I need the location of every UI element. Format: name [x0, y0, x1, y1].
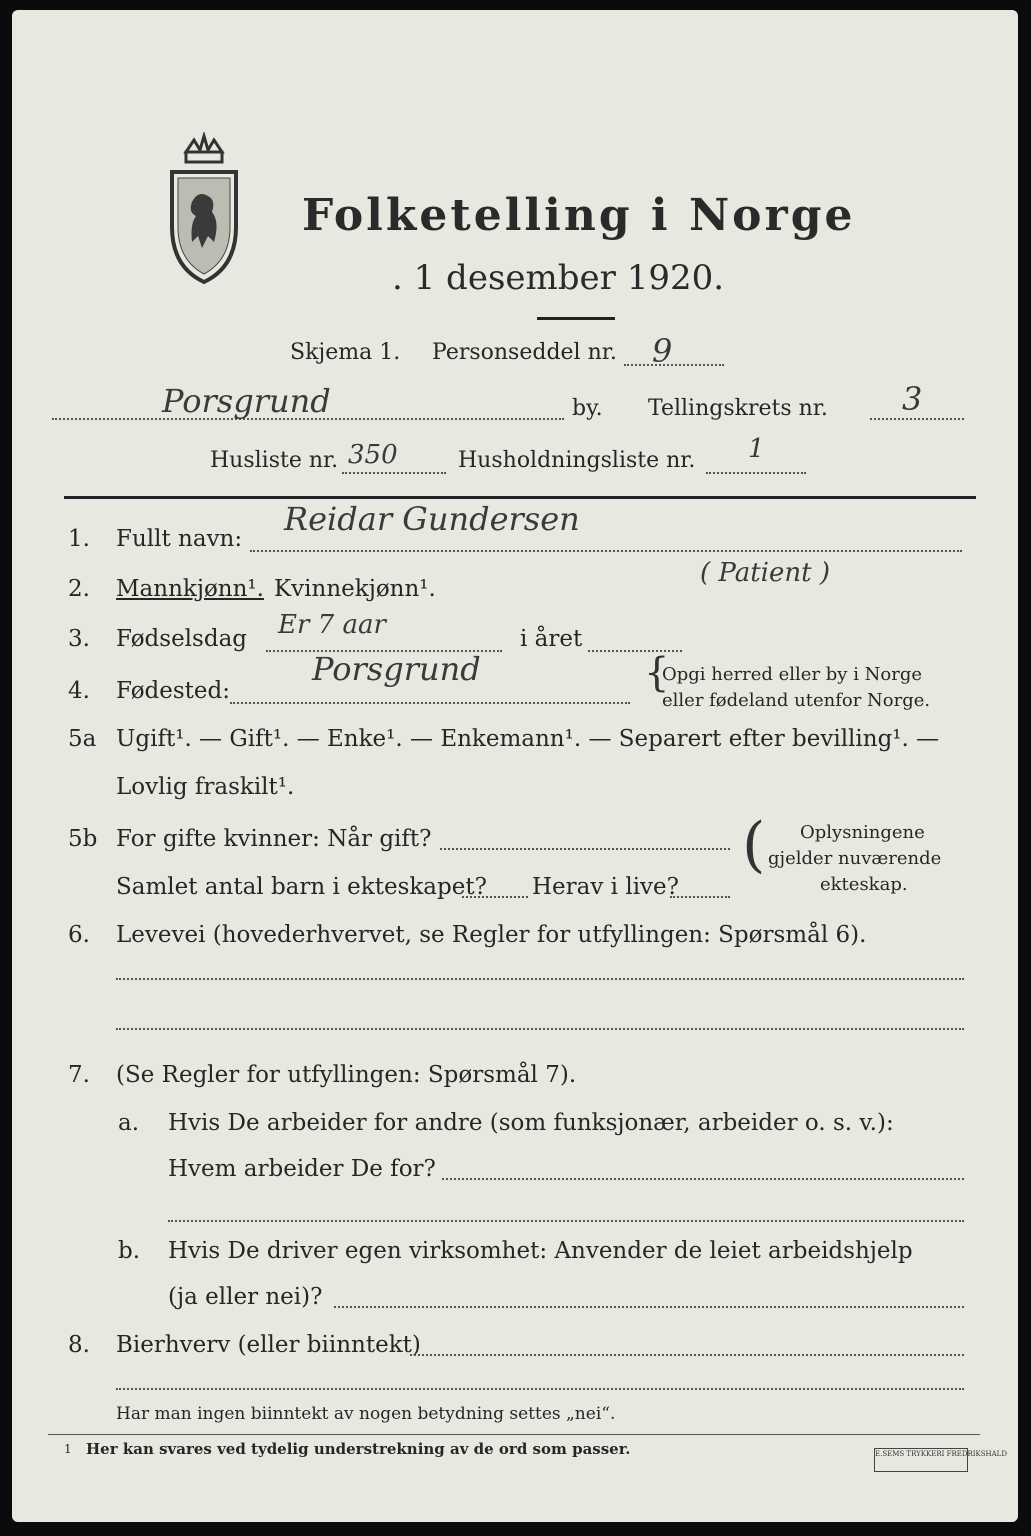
q7b-number: b. — [118, 1238, 141, 1264]
employer-line1[interactable] — [442, 1178, 964, 1180]
q3-number: 3. — [68, 626, 90, 652]
personseddel-line — [624, 364, 724, 366]
q6-label: Levevei (hovederhvervet, se Regler for utfyllingen: Spørsmål 6). — [116, 922, 867, 948]
q2-note: ( Patient ) — [700, 558, 830, 588]
q5b-side-line2: gjelder nuværende — [768, 848, 942, 869]
printer-stamp: E.SEMS TRYKKERI FREDRIKSHALD — [874, 1448, 968, 1472]
birthplace-value[interactable]: Porsgrund — [312, 650, 481, 688]
husliste-label: Husliste nr. — [210, 448, 339, 473]
norway-coat-of-arms-icon — [164, 132, 244, 287]
divider — [537, 317, 615, 320]
q4-label: Fødested: — [116, 678, 231, 704]
q1-line — [250, 550, 962, 552]
q3-label: Fødselsdag — [116, 626, 248, 652]
q5a-number: 5a — [68, 726, 97, 752]
q1-number: 1. — [68, 526, 90, 552]
q5b-alive-label: Herav i live? — [532, 874, 679, 900]
children-alive-line[interactable] — [670, 896, 730, 898]
q1-label: Fullt navn: — [116, 526, 243, 552]
census-date: . 1 desember 1920. — [392, 258, 725, 298]
divorced-option[interactable]: Lovlig fraskilt¹. — [116, 774, 295, 800]
q5b-side-line1: Oplysningene — [800, 822, 925, 843]
by-label: by. — [572, 396, 603, 421]
q4-side-line1: Opgi herred eller by i Norge — [662, 664, 923, 685]
q5b-children-label: Samlet antal barn i ekteskapet? — [116, 874, 487, 900]
marital-status-options[interactable]: Ugift¹. — Gift¹. — Enke¹. — Enkemann¹. — Separert efter bevilling¹. — — [116, 726, 940, 752]
q7-label: (Se Regler for utfyllingen: Spørsmål 7). — [116, 1062, 577, 1088]
q2-number: 2. — [68, 576, 90, 602]
personseddel-value[interactable]: 9 — [652, 332, 673, 370]
q8-label: Bierhverv (eller biinntekt) — [116, 1332, 421, 1358]
when-married-line[interactable] — [440, 848, 730, 850]
q5b-side-line3: ekteskap. — [820, 874, 908, 895]
form-title: Folketelling i Norge — [302, 190, 856, 241]
q5b-line1: For gifte kvinner: Når gift? — [116, 826, 432, 852]
footnote-rule — [48, 1434, 980, 1435]
husholdning-label: Husholdningsliste nr. — [458, 448, 696, 473]
q4-line — [230, 702, 630, 704]
female-option[interactable]: Kvinnekjønn¹. — [274, 576, 436, 602]
section-rule — [64, 496, 976, 499]
hired-help-line[interactable] — [334, 1306, 964, 1308]
husliste-line — [342, 472, 446, 474]
q7a-line2: Hvem arbeider De for? — [168, 1156, 436, 1182]
tellingskrets-value[interactable]: 3 — [902, 380, 923, 418]
q8-note: Har man ingen biinntekt av nogen betydning settes „nei“. — [116, 1404, 616, 1424]
q7a-number: a. — [118, 1110, 140, 1136]
occupation-line1[interactable] — [116, 978, 964, 980]
husholdning-line — [706, 472, 806, 474]
footnote-mark: 1 — [64, 1442, 72, 1456]
q4-brace: { — [644, 650, 670, 696]
children-count-line[interactable] — [462, 896, 528, 898]
full-name-value[interactable]: Reidar Gundersen — [284, 500, 580, 538]
employer-line2[interactable] — [168, 1220, 964, 1222]
q6-number: 6. — [68, 922, 90, 948]
q5b-brace: ( — [742, 810, 766, 880]
husholdning-value[interactable]: 1 — [748, 434, 765, 464]
birthday-value[interactable]: Er 7 aar — [278, 610, 386, 640]
personseddel-label: Personseddel nr. — [432, 340, 617, 365]
q7b-line1: Hvis De driver egen virksomhet: Anvender de leiet arbeidshjelp — [168, 1238, 913, 1264]
q7-number: 7. — [68, 1062, 90, 1088]
footnote-text: Her kan svares ved tydelig understrekning av de ord som passer. — [86, 1440, 631, 1458]
census-form — [12, 10, 1018, 1522]
q7b-line2: (ja eller nei)? — [168, 1284, 323, 1310]
town-value[interactable]: Porsgrund — [162, 382, 331, 420]
q7a-line1: Hvis De arbeider for andre (som funksjonær, arbeider o. s. v.): — [168, 1110, 894, 1136]
male-option[interactable]: Mannkjønn¹. — [116, 576, 264, 602]
q8-number: 8. — [68, 1332, 90, 1358]
q5b-number: 5b — [68, 826, 98, 852]
side-income-line2[interactable] — [116, 1388, 964, 1390]
q4-number: 4. — [68, 678, 90, 704]
side-income-line1[interactable] — [410, 1354, 964, 1356]
occupation-line2[interactable] — [116, 1028, 964, 1030]
tellingskrets-line — [870, 418, 964, 420]
q4-side-line2: eller fødeland utenfor Norge. — [662, 690, 931, 711]
q3-suffix: i året — [520, 626, 583, 652]
tellingskrets-label: Tellingskrets nr. — [648, 396, 828, 421]
husliste-value[interactable]: 350 — [348, 440, 398, 470]
skjema-label: Skjema 1. — [290, 340, 401, 365]
